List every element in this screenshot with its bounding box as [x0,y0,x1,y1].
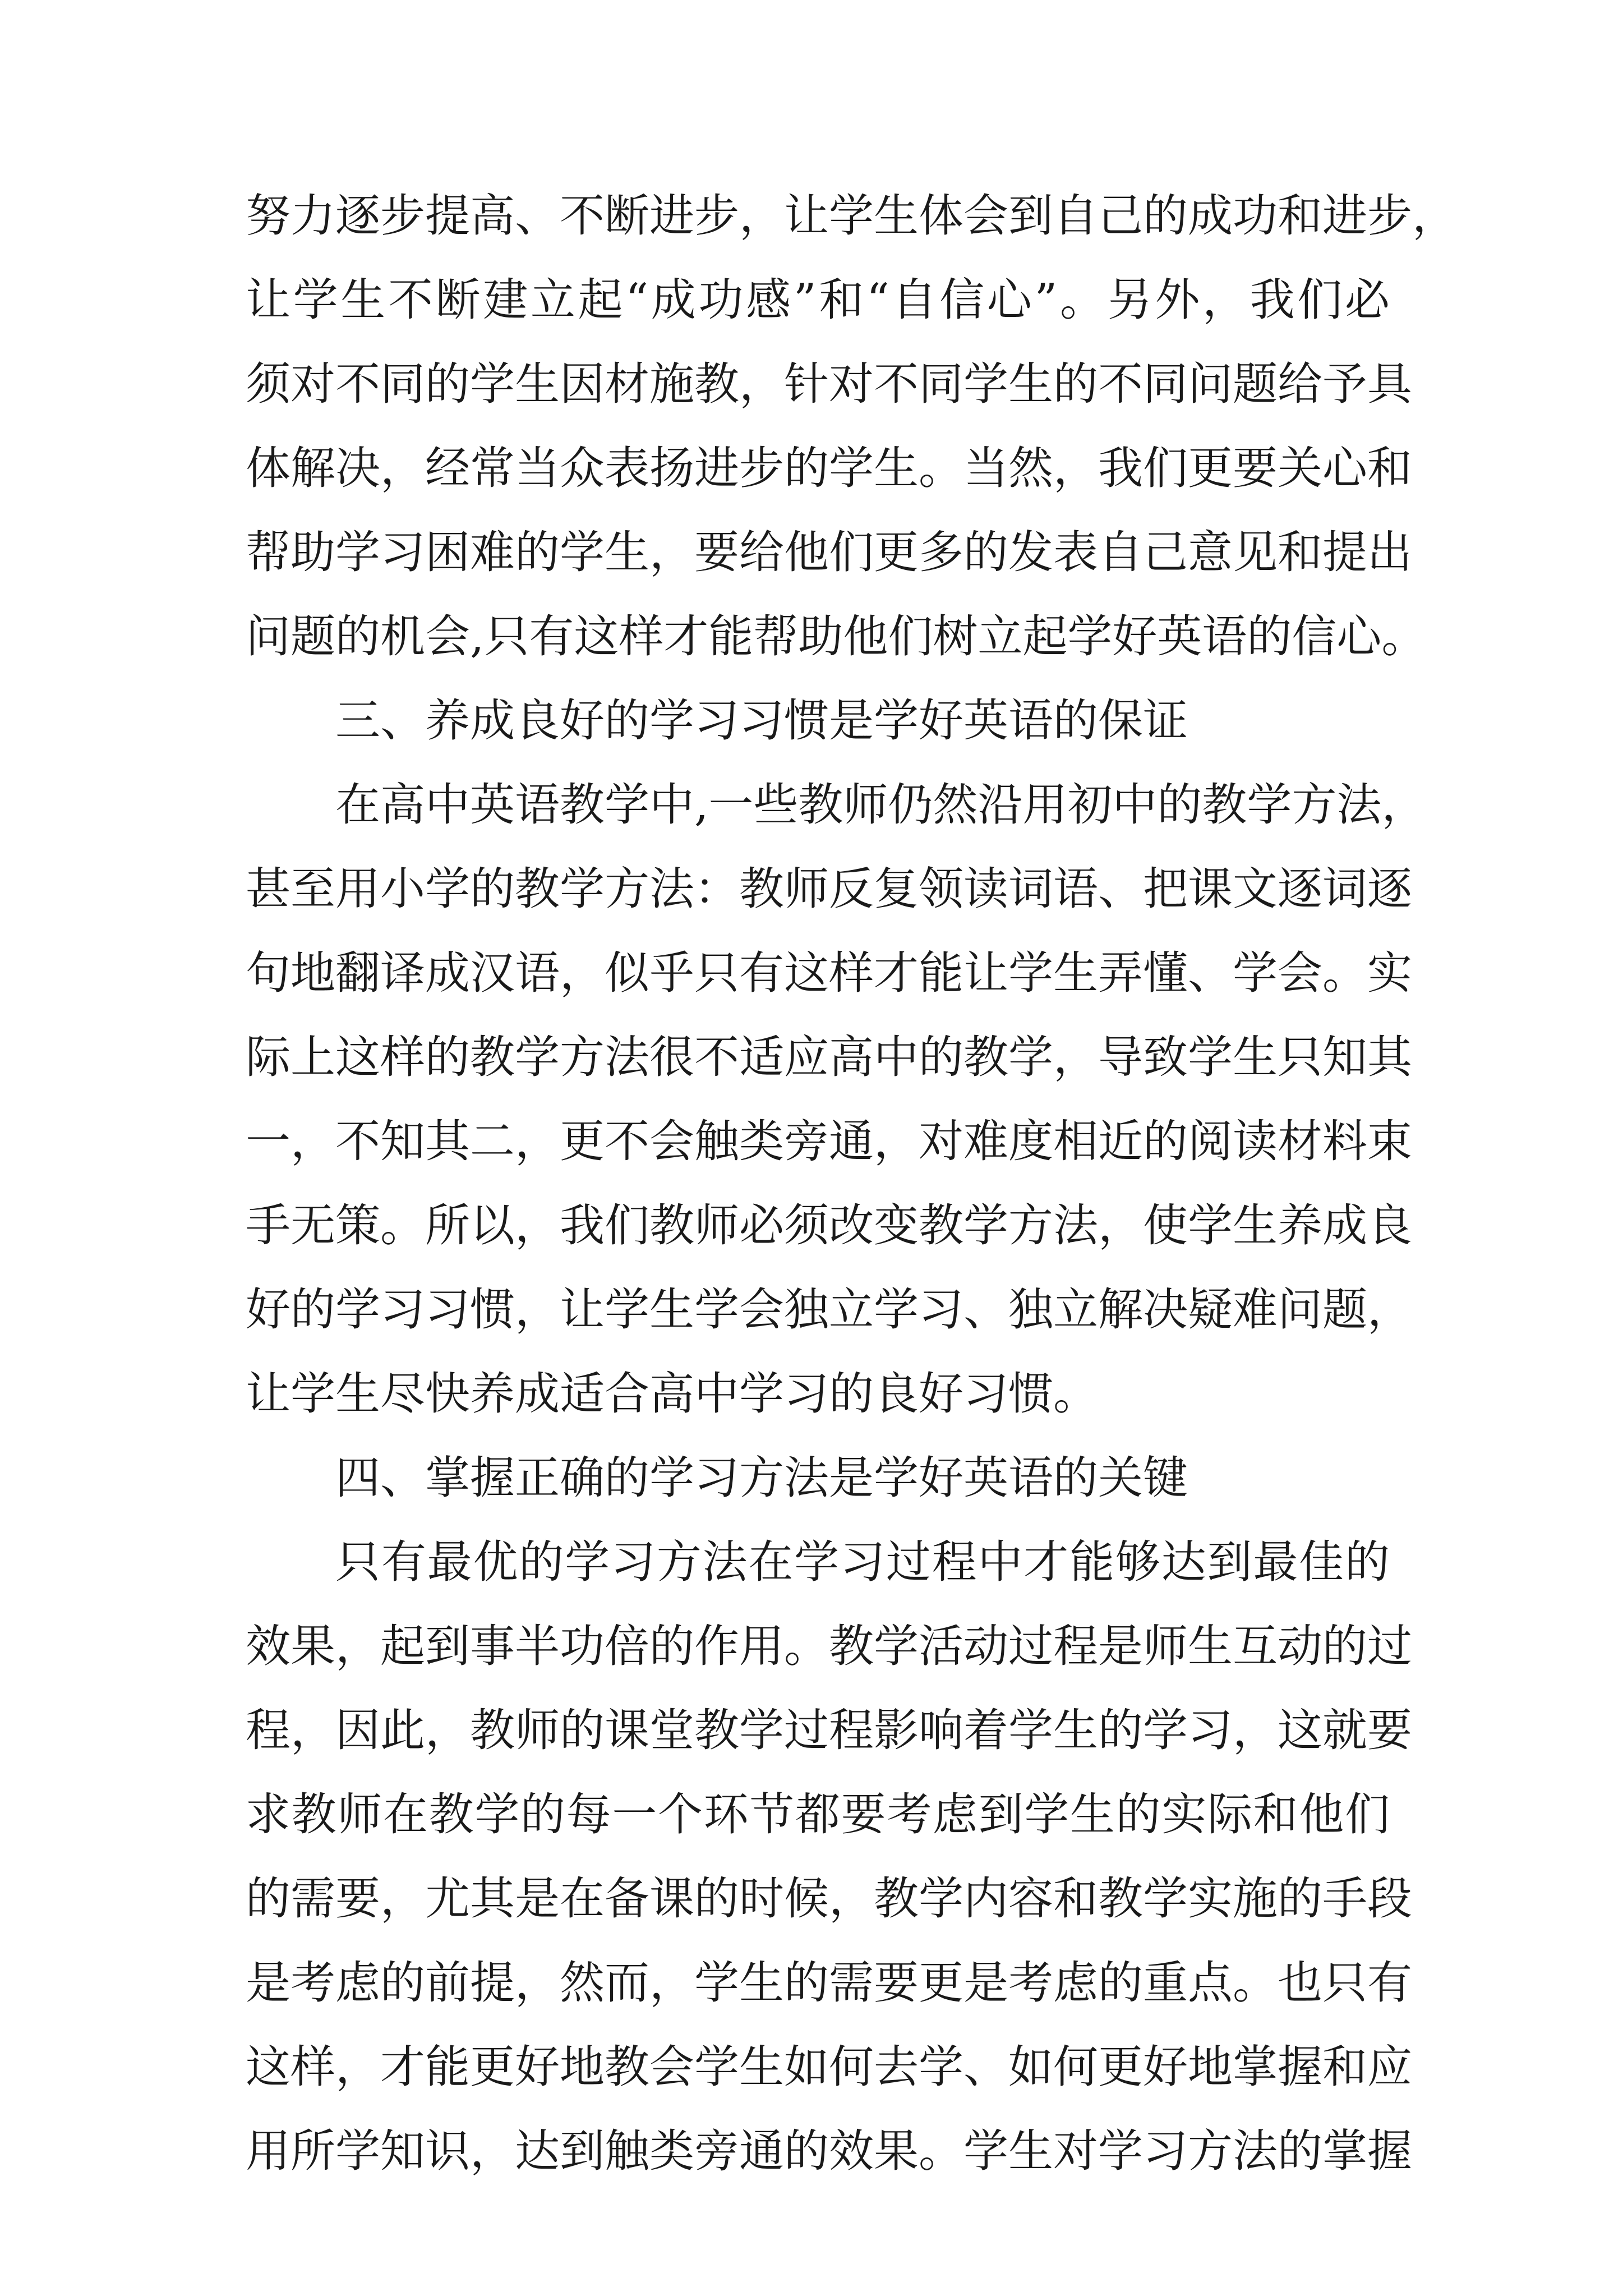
body-text-line: 让学生不断建立起“成功感”和“自信心”。另外，我们必 [246,274,1390,326]
body-text-line: 求教师在教学的每一个环节都要考虑到学生的实际和他们 [246,1788,1390,1841]
paragraph-first-line: 只有最优的学习方法在学习过程中才能够达到最佳的 [335,1536,1390,1588]
paragraph-first-line: 在高中英语教学中,一些教师仍然沿用初中的教学方法， [335,779,1427,831]
body-text-line: 帮助学习困难的学生，要给他们更多的发表自己意见和提出 [246,526,1412,578]
body-text-line: 这样，才能更好地教会学生如何去学、如何更好地掌握和应 [246,2041,1412,2093]
body-text-line: 效果，起到事半功倍的作用。教学活动过程是师生互动的过 [246,1620,1412,1672]
body-text-line: 的需要，尤其是在备课的时候，教学内容和教学实施的手段 [246,1872,1412,1925]
body-text-line: 句地翻译成汉语，似乎只有这样才能让学生弄懂、学会。实 [246,947,1412,999]
body-text-line: 手无策。所以，我们教师必须改变教学方法，使学生养成良 [246,1199,1412,1251]
body-text-line: 好的学习习惯，让学生学会独立学习、独立解决疑难问题， [246,1283,1412,1336]
section-heading: 四、掌握正确的学习方法是学好英语的关键 [335,1452,1188,1504]
body-text-line: 甚至用小学的教学方法：教师反复领读词语、把课文逐词逐 [246,863,1412,915]
body-text-line: 际上这样的教学方法很不适应高中的教学，导致学生只知其 [246,1031,1412,1083]
body-text-line: 让学生尽快养成适合高中学习的良好习惯。 [246,1368,1098,1420]
body-text-line: 努力逐步提高、不断进步，让学生体会到自己的成功和进步， [246,190,1457,242]
body-text-line: 问题的机会,只有这样才能帮助他们树立起学好英语的信心。 [246,610,1427,662]
body-text-line: 体解决，经常当众表扬进步的学生。当然，我们更要关心和 [246,442,1412,494]
body-text-line: 须对不同的学生因材施教，针对不同学生的不同问题给予具 [246,358,1412,410]
body-text-line: 用所学知识，达到触类旁通的效果。学生对学习方法的掌握 [246,2125,1412,2177]
section-heading: 三、养成良好的学习习惯是学好英语的保证 [335,694,1188,747]
body-text-line: 程，因此，教师的课堂教学过程影响着学生的学习，这就要 [246,1704,1412,1756]
body-text-line: 一，不知其二，更不会触类旁通，对难度相近的阅读材料束 [246,1115,1412,1167]
body-text-line: 是考虑的前提，然而，学生的需要更是考虑的重点。也只有 [246,1957,1412,2009]
